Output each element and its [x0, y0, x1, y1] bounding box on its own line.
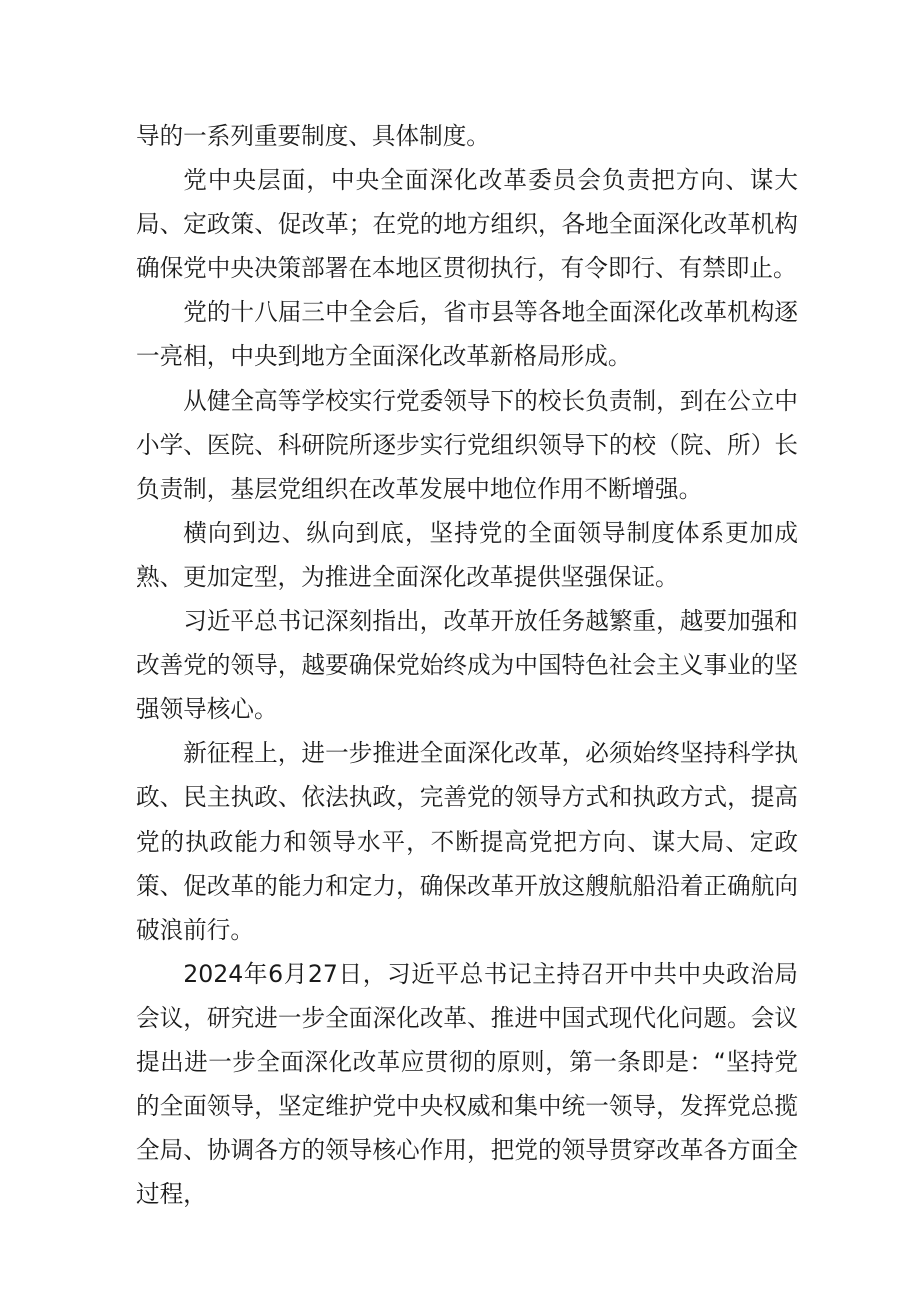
paragraph-third-plenum: 党的十八届三中全会后，省市县等各地全面深化改革机构逐一亮相，中央到地方全面深化改革新格局形成。: [136, 298, 798, 371]
paragraph-continuation: 导的一系列重要制度、具体制度。: [136, 122, 490, 150]
paragraph-central-level: 党中央层面，中央全面深化改革委员会负责把方向、谋大局、定政策、促改革；在党的地方组织，各地全面深化改革机构确保党中央决策部署在本地区贯彻执行，有令即行、有禁即止。: [136, 166, 798, 283]
paragraph-grassroots: 从健全高等学校实行党委领导下的校长负责制，到在公立中小学、医院、科研院所逐步实行党组织领导下的校（院、所）长负责制，基层党组织在改革发展中地位作用不断增强。: [136, 386, 798, 503]
paragraph-new-journey: 新征程上，进一步推进全面深化改革，必须始终坚持科学执政、民主执政、依法执政，完善党的领导方式和执政方式，提高党的执政能力和领导水平，不断提高党把方向、谋大局、定政策、促改革的能力和定力，确保改革开放这艘航船沿着正确航向破浪前行。: [136, 739, 798, 944]
paragraph-meeting: 2024年6月27日，习近平总书记主持召开中共中央政治局会议，研究进一步全面深化改革、推进中国式现代化问题。会议提出进一步全面深化改革应贯彻的原则，第一条即是：“坚持党的全面领导，坚定维护党中央权威和集中统一领导，发挥党总揽全局、协调各方的领导核心作用，把党的领导贯穿改革各方面全过程，: [136, 959, 798, 1209]
paragraph-system: 横向到边、纵向到底，坚持党的全面领导制度体系更加成熟、更加定型，为推进全面深化改革提供坚强保证。: [136, 518, 798, 591]
paragraph-leadership: 习近平总书记深刻指出，改革开放任务越繁重，越要加强和改善党的领导，越要确保党始终成为中国特色社会主义事业的坚强领导核心。: [136, 607, 798, 724]
body-text: [136, 114, 798, 1216]
